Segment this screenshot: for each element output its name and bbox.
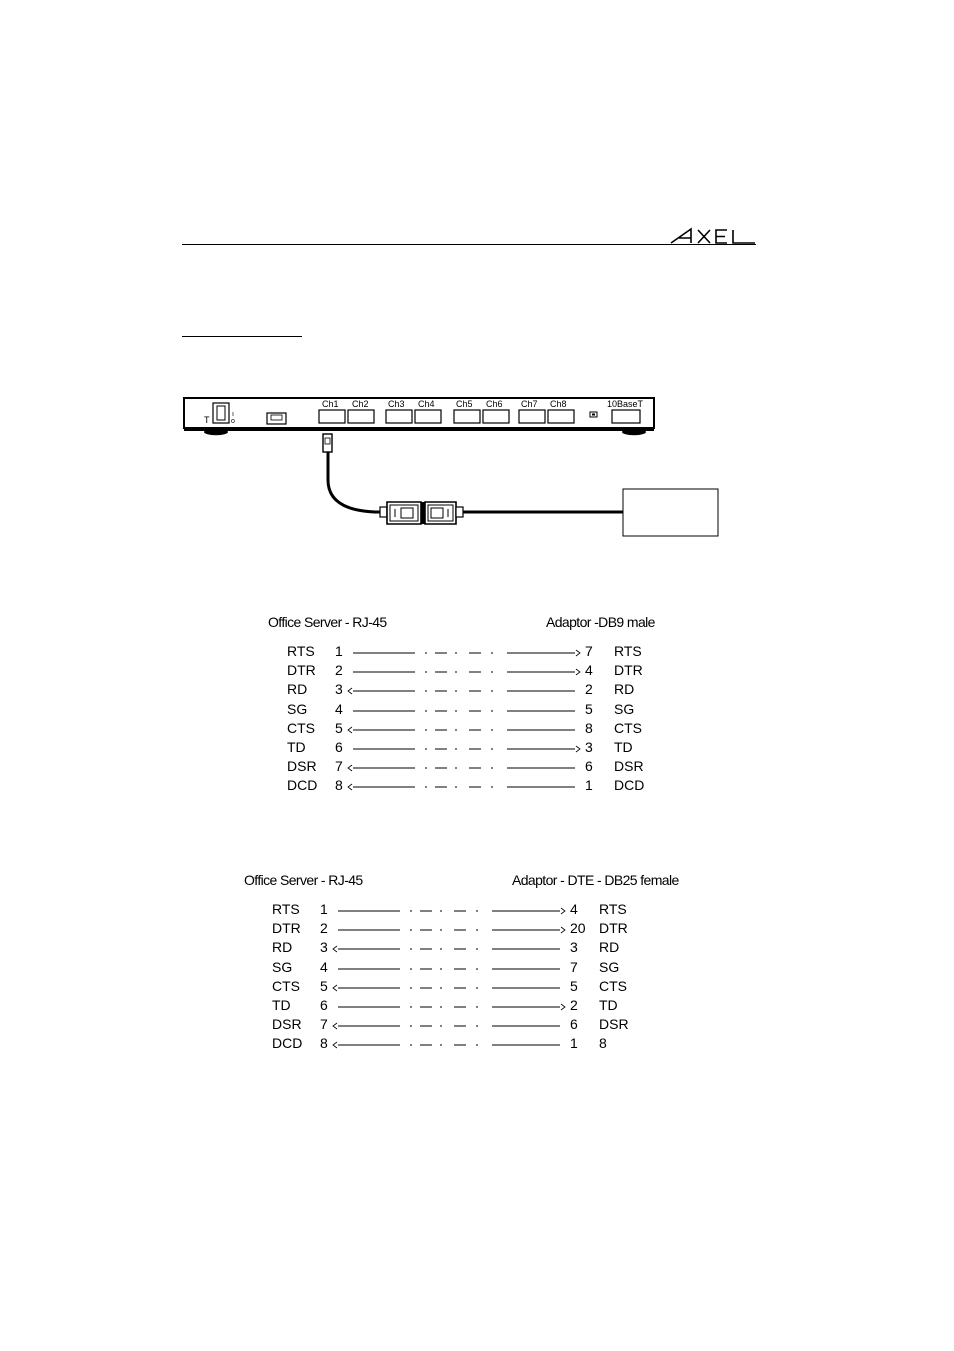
left-pin-number: 5	[335, 719, 343, 736]
left-signal-name: DCD	[272, 1035, 303, 1052]
wire-arrow-left-icon	[348, 727, 352, 733]
section-heading-underline	[182, 336, 302, 337]
left-signal-name: CTS	[272, 977, 300, 994]
pinout-wire	[287, 720, 747, 739]
port-label-10baset: 10BaseT	[607, 399, 644, 409]
left-pin-number: 8	[335, 777, 343, 794]
left-pin-number: 3	[335, 681, 343, 698]
axel-logo	[669, 222, 757, 246]
left-pin-number: 1	[320, 901, 328, 917]
port-10baset	[612, 410, 640, 423]
port-ch3	[386, 410, 412, 423]
left-signal-name: DSR	[272, 1016, 302, 1033]
axel-logo-mark	[669, 222, 757, 246]
left-signal-name: DTR	[272, 920, 301, 937]
port-ch6	[483, 410, 509, 423]
port-label-ch6: Ch6	[486, 399, 503, 409]
left-signal-name: RD	[272, 939, 293, 956]
right-signal-name: SG	[599, 958, 620, 975]
peripheral-device-box	[623, 489, 718, 536]
table1-left-title: Office Server - RJ-45	[268, 614, 387, 630]
pinout-row	[272, 978, 732, 997]
right-pin-number: 7	[585, 643, 593, 659]
left-pin-number: 8	[320, 1035, 328, 1052]
left-pin-number: 4	[320, 958, 328, 975]
port-label-ch3: Ch3	[388, 399, 405, 409]
port-label-ch7: Ch7	[521, 399, 538, 409]
right-pin-number: 7	[570, 958, 578, 975]
right-pin-number: 4	[585, 662, 593, 679]
right-signal-name: TD	[599, 997, 618, 1013]
left-signal-name: DTR	[287, 662, 316, 679]
left-signal-name: RD	[287, 681, 308, 698]
pinout-wire	[272, 959, 732, 978]
wire-arrow-left-icon	[333, 985, 337, 991]
pinout-wire	[272, 997, 732, 1016]
right-pin-number: 3	[585, 739, 593, 755]
pinout-wire	[272, 920, 732, 939]
pinout-wire	[287, 701, 747, 720]
pinout-row	[287, 662, 747, 681]
wire-arrow-right-icon	[576, 650, 580, 656]
left-signal-name: DSR	[287, 758, 317, 775]
port-ch1	[319, 410, 345, 423]
left-pin-number: 6	[335, 739, 343, 755]
left-pin-number: 1	[335, 643, 343, 659]
right-pin-number: 5	[570, 977, 578, 994]
right-pin-number: 2	[585, 681, 593, 698]
table2-left-title: Office Server - RJ-45	[244, 872, 363, 888]
port-ch2	[348, 410, 374, 423]
right-signal-name: DTR	[614, 662, 643, 679]
status-led-icon	[590, 412, 597, 417]
pinout-wire	[287, 739, 747, 758]
left-pin-number: 6	[320, 997, 328, 1013]
pinout-row	[287, 739, 747, 758]
pinout-wire	[287, 777, 747, 796]
right-signal-name: RD	[614, 681, 635, 698]
wire-arrow-left-icon	[348, 784, 352, 790]
port-label-ch4: Ch4	[418, 399, 435, 409]
port-label-ch2: Ch2	[352, 399, 369, 409]
right-pin-number: 2	[570, 997, 578, 1013]
table1-right-title: Adaptor -DB9 male	[546, 614, 655, 630]
right-signal-name: RTS	[599, 901, 627, 917]
pinout-row	[287, 643, 747, 662]
pinout-wire	[287, 643, 747, 662]
left-signal-name: TD	[272, 997, 291, 1013]
right-pin-number: 20	[570, 920, 586, 937]
wire-arrow-right-icon	[561, 927, 565, 933]
left-signal-name: RTS	[272, 901, 300, 917]
pinout-wire	[272, 978, 732, 997]
right-signal-name: CTS	[599, 977, 627, 994]
wire-arrow-left-icon	[348, 765, 352, 771]
pinout-wire	[272, 939, 732, 958]
port-ch8	[548, 410, 574, 423]
svg-text:ı: ı	[232, 411, 234, 418]
right-signal-name: TD	[614, 739, 633, 755]
right-pin-number: 3	[570, 939, 578, 956]
svg-text:T: T	[204, 415, 210, 425]
left-signal-name: RTS	[287, 643, 315, 659]
right-pin-number: 8	[585, 719, 593, 736]
right-pin-number: 6	[570, 1016, 578, 1033]
right-signal-name: SG	[614, 700, 635, 717]
pinout-row	[287, 701, 747, 720]
pinout-row	[287, 777, 747, 796]
left-signal-name: SG	[272, 958, 293, 975]
wire-arrow-left-icon	[348, 688, 352, 694]
right-signal-name: DTR	[599, 920, 628, 937]
cable-rj45-side	[328, 452, 382, 512]
pinout-wire	[272, 1035, 732, 1054]
db9-adaptor-icon	[380, 502, 463, 524]
right-signal-name: DSR	[614, 758, 644, 775]
right-signal-name: DSR	[599, 1016, 629, 1033]
wire-arrow-left-icon	[333, 1042, 337, 1048]
left-pin-number: 2	[335, 662, 343, 679]
left-signal-name: DCD	[287, 777, 318, 794]
right-signal-name: RTS	[614, 643, 642, 659]
pinout-row	[287, 681, 747, 700]
serial-cable-diagram	[300, 430, 730, 545]
left-signal-name: CTS	[287, 719, 315, 736]
pinout-row	[287, 720, 747, 739]
left-pin-number: 2	[320, 920, 328, 937]
left-pin-number: 5	[320, 977, 328, 994]
port-ch5	[454, 410, 480, 423]
pinout-row	[272, 1016, 732, 1035]
port-ch4	[415, 410, 441, 423]
pinout-wire	[287, 662, 747, 681]
wire-arrow-left-icon	[333, 1023, 337, 1029]
port-ch7	[519, 410, 545, 423]
device-foot-left	[204, 429, 228, 435]
left-pin-number: 3	[320, 939, 328, 956]
left-pin-number: 7	[335, 758, 343, 775]
right-signal-name: RD	[599, 939, 620, 956]
right-pin-number: 6	[585, 758, 593, 775]
power-connector-icon	[267, 413, 286, 424]
pinout-row	[272, 997, 732, 1016]
rj45-plug-icon	[323, 434, 332, 452]
right-pin-number: 1	[585, 777, 593, 794]
right-signal-name: 8	[599, 1035, 607, 1052]
pinout-wire	[272, 901, 732, 920]
left-signal-name: SG	[287, 700, 308, 717]
pinout-row	[272, 939, 732, 958]
port-label-ch1: Ch1	[322, 399, 339, 409]
wire-arrow-right-icon	[576, 669, 580, 675]
pinout-row	[272, 920, 732, 939]
header-rule	[182, 244, 756, 245]
right-pin-number: 5	[585, 700, 593, 717]
right-signal-name: CTS	[614, 719, 642, 736]
pinout-wire	[272, 1016, 732, 1035]
left-pin-number: 7	[320, 1016, 328, 1033]
left-signal-name: TD	[287, 739, 306, 755]
wire-arrow-right-icon	[561, 908, 565, 914]
wire-arrow-right-icon	[561, 1004, 565, 1010]
wire-arrow-left-icon	[333, 946, 337, 952]
right-pin-number: 1	[570, 1035, 578, 1052]
pinout-row	[287, 758, 747, 777]
port-label-ch5: Ch5	[456, 399, 473, 409]
pinout-row	[272, 901, 732, 920]
right-pin-number: 4	[570, 901, 578, 917]
pinout-row	[272, 959, 732, 978]
left-pin-number: 4	[335, 700, 343, 717]
pinout-wire	[287, 758, 747, 777]
port-label-ch8: Ch8	[550, 399, 567, 409]
pinout-wire	[287, 681, 747, 700]
wire-arrow-right-icon	[576, 746, 580, 752]
right-signal-name: DCD	[614, 777, 645, 794]
table2-right-title: Adaptor - DTE - DB25 female	[512, 872, 679, 888]
svg-text:o: o	[231, 418, 235, 425]
pinout-row	[272, 1035, 732, 1054]
